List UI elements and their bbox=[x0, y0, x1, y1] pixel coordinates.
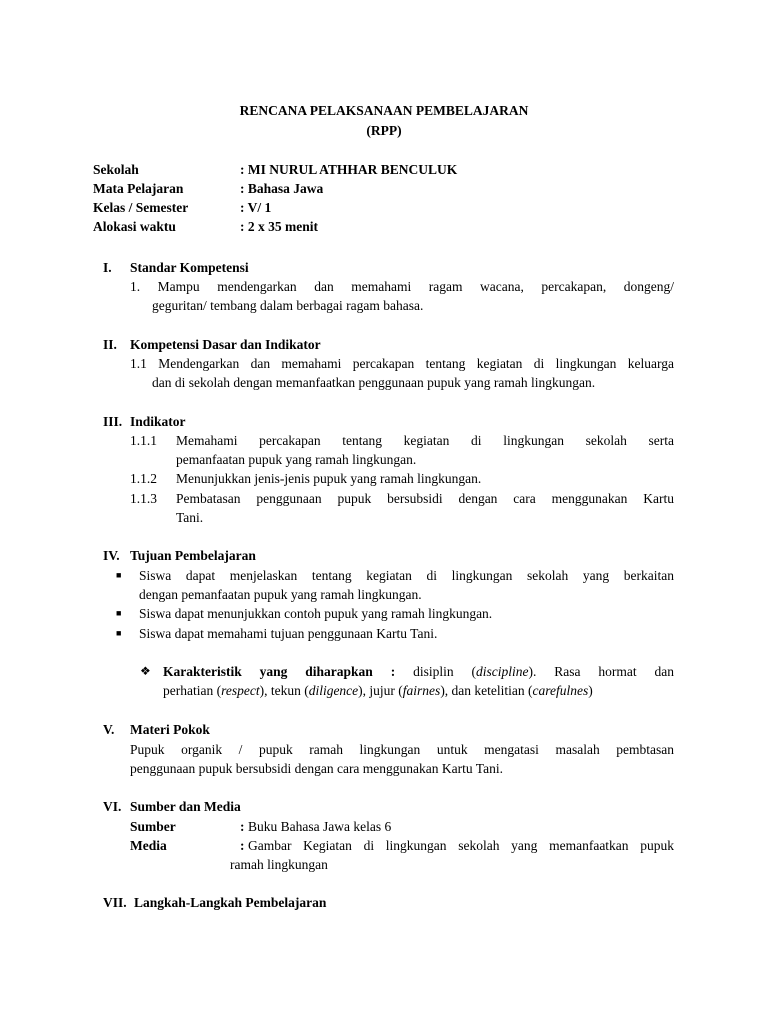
section-title: Standar Kompetensi bbox=[130, 260, 249, 275]
indicator-text: Tani. bbox=[176, 510, 204, 525]
document-title: RENCANA PELAKSANAAN PEMBELAJARAN bbox=[239, 103, 529, 118]
character-term: diligence bbox=[308, 683, 359, 698]
section-number: VII. bbox=[103, 895, 127, 910]
section-number: V. bbox=[103, 722, 115, 737]
source-colon: : bbox=[240, 819, 245, 834]
character-text-part: ) bbox=[588, 683, 593, 698]
identity-value: : MI NURUL ATHHAR BENCULUK bbox=[240, 162, 458, 177]
section-number: III. bbox=[103, 414, 123, 429]
indicator-number: 1.1.1 bbox=[130, 433, 157, 448]
indicator-number: 1.1.2 bbox=[130, 471, 157, 486]
character-text-part: ). Rasa hormat dan bbox=[528, 664, 674, 679]
identity-label: Kelas / Semester bbox=[93, 200, 189, 215]
indicator-text: Pembatasan penggunaan pupuk bersubsidi dengan cara menggunakan Kartu bbox=[176, 491, 674, 506]
media-label: Media bbox=[130, 838, 167, 853]
section-text: dan di sekolah dengan memanfaatkan penggunaan pupuk yang ramah lingkungan. bbox=[152, 375, 596, 390]
source-value: Buku Bahasa Jawa kelas 6 bbox=[248, 819, 392, 834]
indicator-text: Menunjukkan jenis-jenis pupuk yang ramah lingkungan. bbox=[176, 471, 482, 486]
section-title: Kompetensi Dasar dan Indikator bbox=[130, 337, 321, 352]
section-number: I. bbox=[103, 260, 112, 275]
goal-text: Siswa dapat menunjukkan contoh pupuk yang ramah lingkungan. bbox=[139, 606, 493, 621]
section-number: II. bbox=[103, 337, 117, 352]
section-number: VI. bbox=[103, 799, 122, 814]
identity-label: Mata Pelajaran bbox=[93, 181, 184, 196]
section-title: Indikator bbox=[130, 414, 186, 429]
character-text-part: ), dan ketelitian ( bbox=[440, 683, 533, 698]
character-term: discipline bbox=[475, 664, 529, 679]
goal-text: dengan pemanfaatan pupuk yang ramah lingkungan. bbox=[139, 587, 422, 602]
media-value: ramah lingkungan bbox=[230, 857, 328, 872]
media-colon: : bbox=[240, 838, 245, 853]
square-bullet-icon: ■ bbox=[116, 628, 122, 638]
square-bullet-icon: ■ bbox=[116, 570, 122, 580]
section-text: geguritan/ tembang dalam berbagai ragam bahasa. bbox=[152, 298, 424, 313]
section-text: penggunaan pupuk bersubsidi dengan cara menggunakan Kartu Tani. bbox=[130, 761, 503, 776]
identity-value: : V/ 1 bbox=[240, 200, 272, 215]
section-title: Langkah-Langkah Pembelajaran bbox=[134, 895, 327, 910]
section-text: 1.1 Mendengarkan dan memahami percakapan tentang kegiatan di lingkungan keluarga bbox=[130, 356, 674, 371]
identity-label: Alokasi waktu bbox=[93, 219, 176, 234]
character-text-part: ), jujur ( bbox=[358, 683, 403, 698]
character-term: carefulnes bbox=[532, 683, 589, 698]
square-bullet-icon: ■ bbox=[116, 608, 122, 618]
source-label: Sumber bbox=[130, 819, 176, 834]
document-subtitle: (RPP) bbox=[366, 123, 402, 138]
character-label: Karakteristik yang diharapkan : bbox=[163, 664, 396, 679]
diamond-bullet-icon: ❖ bbox=[140, 664, 151, 678]
indicator-text: pemanfaatan pupuk yang ramah lingkungan. bbox=[176, 452, 417, 467]
section-text: Pupuk organik / pupuk ramah lingkungan untuk mengatasi masalah pembtasan bbox=[130, 742, 674, 757]
indicator-number: 1.1.3 bbox=[130, 491, 157, 506]
goal-text: Siswa dapat menjelaskan tentang kegiatan di lingkungan sekolah yang berkaitan bbox=[139, 568, 674, 583]
indicator-text: Memahami percakapan tentang kegiatan di lingkungan sekolah serta bbox=[176, 433, 674, 448]
section-title: Materi Pokok bbox=[130, 722, 210, 737]
character-text-part: ), tekun ( bbox=[259, 683, 309, 698]
character-term: respect bbox=[221, 683, 260, 698]
character-text bbox=[163, 662, 674, 681]
identity-label: Sekolah bbox=[93, 162, 139, 177]
goal-text: Siswa dapat memahami tujuan penggunaan Kartu Tani. bbox=[139, 626, 438, 641]
character-text bbox=[163, 681, 593, 700]
media-value: Gambar Kegiatan di lingkungan sekolah yang memanfaatkan pupuk bbox=[248, 838, 674, 853]
section-text: 1. Mampu mendengarkan dan memahami ragam wacana, percakapan, dongeng/ bbox=[130, 279, 674, 294]
section-number: IV. bbox=[103, 548, 120, 563]
section-title: Sumber dan Media bbox=[130, 799, 241, 814]
character-text-part: disiplin ( bbox=[395, 664, 476, 679]
character-term: fairnes bbox=[402, 683, 441, 698]
identity-value: : Bahasa Jawa bbox=[240, 181, 324, 196]
character-text-part: perhatian ( bbox=[163, 683, 222, 698]
section-title: Tujuan Pembelajaran bbox=[130, 548, 256, 563]
identity-value: : 2 x 35 menit bbox=[240, 219, 318, 234]
